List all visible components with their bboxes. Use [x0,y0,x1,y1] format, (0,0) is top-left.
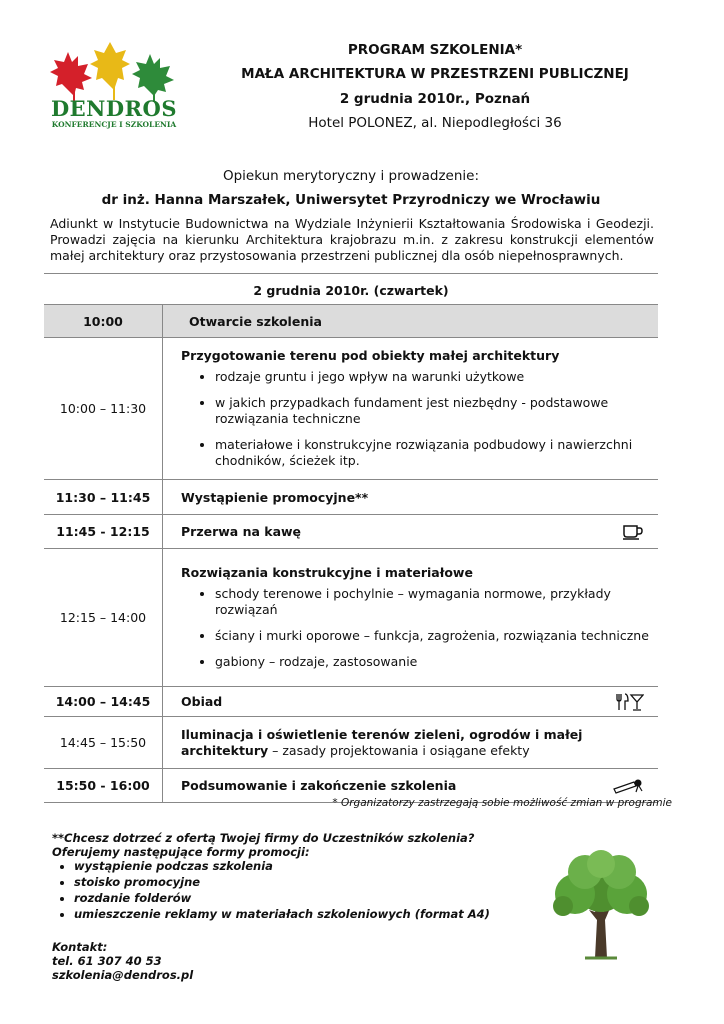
contact-email[interactable]: szkolenia@dendros.pl [52,968,194,982]
training-date-place: 2 grudnia 2010r., Poznań [339,91,531,107]
contact-label: Kontakt: [52,940,108,954]
list-item: • schody terenowe i pochylnie – wymagania normowe, przykłady rozwiązań [215,586,658,618]
session-time: 14:45 – 15:50 [44,717,163,769]
tree-icon [545,850,657,962]
coffee-cup-icon [622,523,644,541]
list-item: • stoisko promocyjne [74,876,490,889]
schedule-row [44,549,658,687]
session-time: 10:00 [44,305,163,338]
session-title: Wystąpienie promocyjne** [163,480,659,515]
maple-leaf-green-icon [132,54,174,102]
tutor-intro: Opiekun merytoryczny i prowadzenie: [222,168,480,184]
session-time: 14:00 – 14:45 [44,687,163,717]
list-item: • wystąpienie podczas szkolenia [74,860,490,873]
list-item: • gabiony – rodzaje, zastosowanie [215,654,658,670]
list-item: • rodzaje gruntu i jego wpływ na warunki użytkowe [215,369,658,385]
dinner-icon [616,693,644,711]
session-title: Rozwiązania konstrukcyjne i materiałowe [181,565,473,580]
list-item: • umieszczenie reklamy w materiałach szkoleniowych (format A4) [74,908,490,921]
session-time: 12:15 – 14:00 [44,549,163,687]
day-label: 2 grudnia 2010r. (czwartek) [253,283,449,298]
session-time: 10:00 – 11:30 [44,338,163,480]
list-item: • ściany i murki oporowe – funkcja, zagrożenia, rozwiązania techniczne [215,628,658,644]
session-time: 11:45 - 12:15 [44,515,163,549]
session-title: Otwarcie szkolenia [163,305,659,338]
logo-subtitle: KONFERENCJE I SZKOLENIA [51,120,177,129]
session-title: Przerwa na kawę [181,524,302,539]
program-heading: PROGRAM SZKOLENIA* [347,42,523,58]
schedule-row [44,515,658,549]
certificate-icon [612,777,644,795]
schedule-row [44,305,658,338]
session-subtitle: – zasady projektowania i osiągane efekty [268,742,530,758]
contact-phone: tel. 61 307 40 53 [52,954,162,968]
footnote: * Organizatorzy zastrzegają sobie możliwość zmian w programie [332,797,672,809]
training-venue: Hotel POLONEZ, al. Niepodległości 36 [308,115,562,131]
session-topics [181,369,658,469]
maple-leaf-yellow-icon [90,42,130,100]
tutor-name: dr inż. Hanna Marszałek, Uniwersytet Przyrodniczy we Wrocławiu [101,192,601,208]
session-title: Przygotowanie terenu pod obiekty małej architektury [181,348,560,363]
session-title: Iluminacja i oświetlenie terenów zieleni, ogrodów i małej architektury [181,726,583,758]
training-title: MAŁA ARCHITEKTURA W PRZESTRZENI PUBLICZNEJ [241,66,629,82]
tutor-bio: Adiunkt w Instytucie Budownictwa na Wydziale Inżynierii Kształtowania Środowiska i Geodezji. Prowadzi zajęcia na kierunku Architektura krajobrazu m.in. z zakresu konstrukcji elementów małej architektury oraz przystosowania przestrzeni publicznej dla osób niepełnosprawnych. [50,216,654,263]
session-time: 15:50 - 16:00 [44,769,163,803]
logo-brand: DENDROS [50,96,178,121]
promo-intro: Oferujemy następujące formy promocji: [52,845,310,859]
schedule-table [44,304,658,803]
promo-list [52,860,490,924]
schedule-row [44,338,658,480]
list-item: • rozdanie folderów [74,892,490,905]
schedule-row [44,480,658,515]
promo-question: **Chcesz dotrzeć z ofertą Twojej firmy do Uczestników szkolenia? [52,831,475,845]
session-title: Podsumowanie i zakończenie szkolenia [181,778,457,793]
session-topics [181,586,658,670]
schedule-row [44,687,658,717]
list-item: • w jakich przypadkach fundament jest niezbędny - podstawowe rozwiązania techniczne [215,395,658,427]
maple-leaf-red-icon [50,52,92,102]
divider [44,273,658,274]
session-title: Obiad [181,694,223,709]
schedule-row [44,717,658,769]
session-time: 11:30 – 11:45 [44,480,163,515]
list-item: • materiałowe i konstrukcyjne rozwiązania podbudowy i nawierzchni chodników, ścieżek itp. [215,437,658,469]
